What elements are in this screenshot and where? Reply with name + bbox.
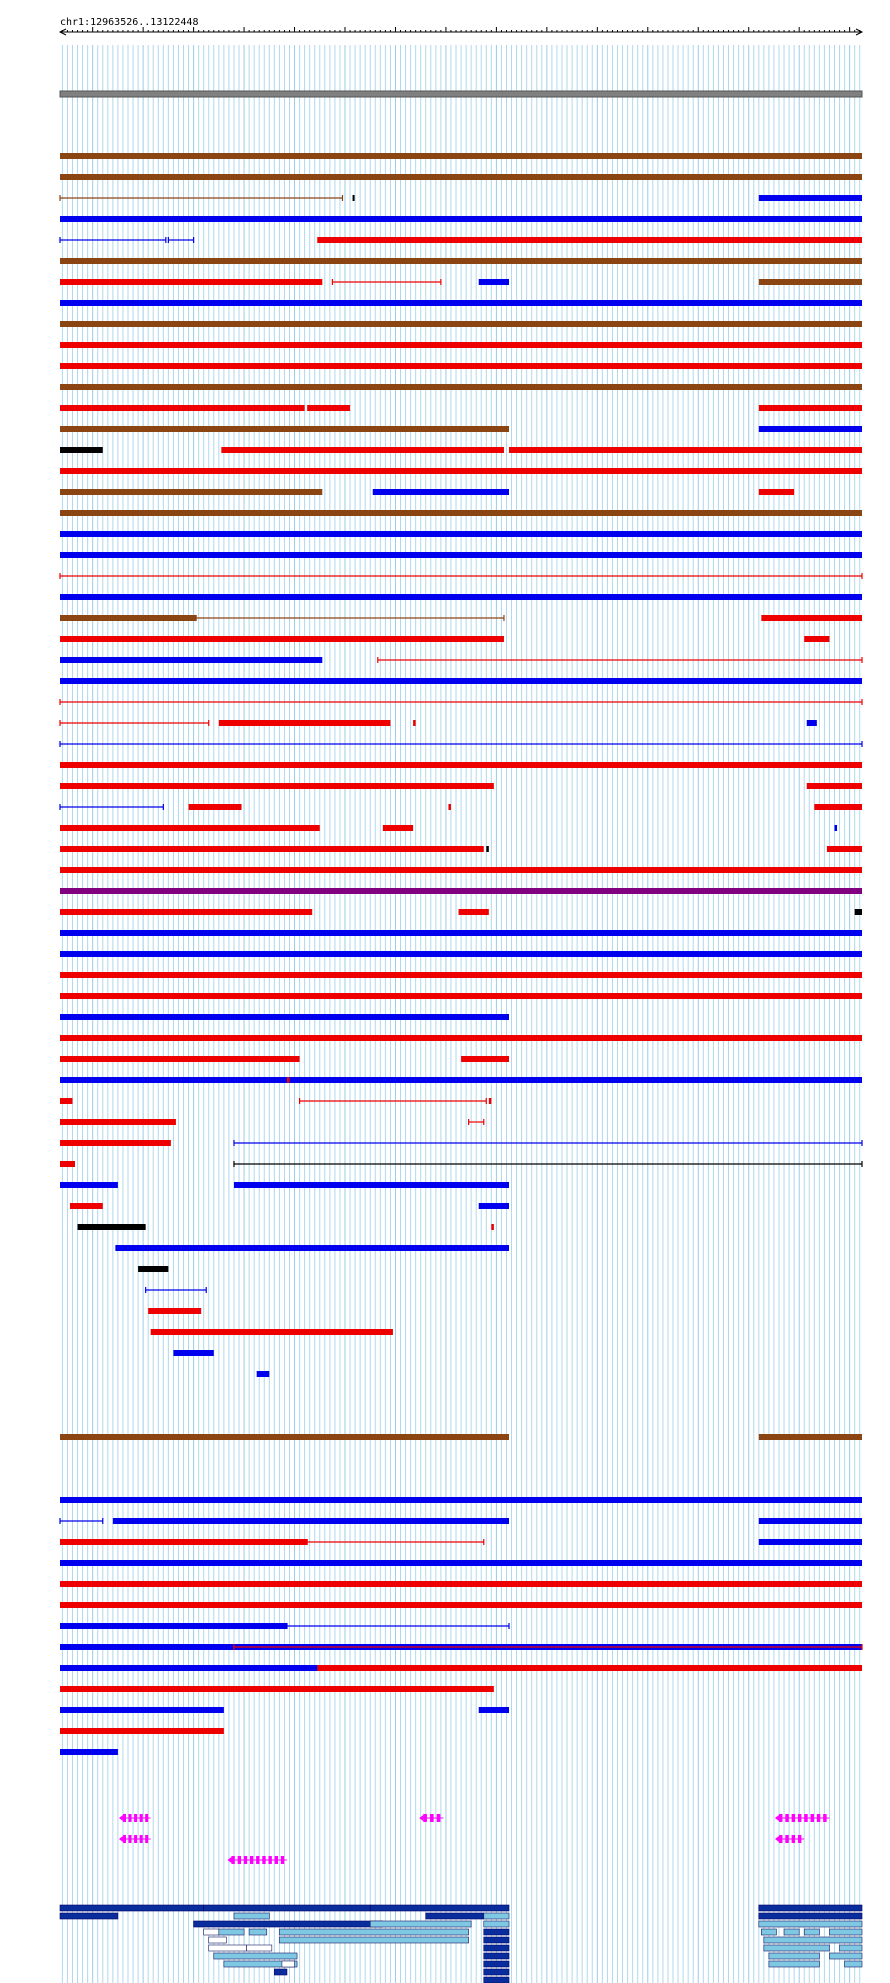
variant-bar [804, 636, 829, 642]
segdup-block [274, 1969, 287, 1975]
variant-bar [60, 783, 494, 789]
variant-bar [78, 1224, 146, 1230]
variant-bar [60, 153, 862, 159]
gene-exon [437, 1814, 441, 1822]
variant-bar [60, 762, 862, 768]
gene-exon [785, 1835, 788, 1843]
gene-strand-arrow-icon [119, 1815, 123, 1821]
variant-bar [60, 930, 862, 936]
segdup-block [764, 1945, 830, 1951]
variant-bar [60, 1560, 862, 1566]
cyto-band [60, 91, 862, 97]
variant-bar [461, 1056, 509, 1062]
variant-bar [60, 510, 862, 516]
variant-bar [373, 489, 509, 495]
segdup-block [759, 1905, 862, 1911]
segdup-block [761, 1929, 776, 1935]
segdup-block [209, 1937, 227, 1943]
segdup-block [279, 1929, 468, 1935]
variant-bar [479, 279, 509, 285]
segdup-block [764, 1937, 862, 1943]
variant-bar [60, 1602, 862, 1608]
variant-bar [353, 195, 355, 201]
gene-exon [811, 1814, 814, 1822]
variant-bar [855, 909, 862, 915]
variant-bar [317, 237, 862, 243]
variant-bar [60, 258, 862, 264]
segdup-block [769, 1953, 819, 1959]
segdup-block [426, 1913, 484, 1919]
segdup-block [194, 1921, 383, 1927]
gene-exon [779, 1835, 782, 1843]
variant-bar [479, 1203, 509, 1209]
variant-bar [759, 279, 862, 285]
variant-bar [60, 363, 862, 369]
variant-bar [60, 1182, 118, 1188]
gene-exon [134, 1814, 137, 1822]
gene-exon [123, 1835, 126, 1843]
variant-bar [60, 1035, 862, 1041]
gene-exon [140, 1835, 143, 1843]
variant-bar [60, 909, 312, 915]
variant-bar [60, 1161, 75, 1167]
variant-bar [113, 1518, 509, 1524]
variant-bar [60, 1728, 224, 1734]
variant-bar [60, 1539, 307, 1545]
gene-exon [244, 1856, 247, 1864]
variant-bar [759, 426, 862, 432]
variant-bar [60, 1056, 300, 1062]
segdup-block [845, 1961, 862, 1967]
variant-bar [287, 1077, 290, 1083]
gene-exon [145, 1835, 148, 1843]
variant-bar [60, 447, 103, 453]
variant-bar [759, 1539, 862, 1545]
variant-bar [60, 321, 862, 327]
variant-bar [413, 720, 416, 726]
segdup-block [759, 1913, 862, 1919]
gene-exon [779, 1814, 782, 1822]
gene-strand-arrow-icon [775, 1815, 779, 1821]
gene-exon [256, 1856, 259, 1864]
variant-bar [115, 1245, 509, 1251]
variant-bar [60, 1434, 509, 1440]
track-cyto [60, 91, 862, 97]
segdup-block [279, 1937, 468, 1943]
variant-bar [60, 636, 504, 642]
gene-exon [804, 1814, 807, 1822]
variant-bar [60, 489, 322, 495]
gene-exon [823, 1814, 826, 1822]
gene-exon [792, 1835, 795, 1843]
segdup-block [840, 1945, 862, 1951]
variant-bar [151, 1329, 393, 1335]
segdup-block [219, 1929, 244, 1935]
variant-bar [307, 405, 350, 411]
variant-bar [60, 615, 196, 621]
segdup-block [484, 1969, 509, 1975]
variant-bar [60, 1581, 862, 1587]
variant-bar [827, 846, 862, 852]
segdup-block [759, 1921, 862, 1927]
gene-exon [430, 1814, 434, 1822]
variant-bar [835, 825, 838, 831]
variant-bar [759, 489, 794, 495]
variant-bar [219, 720, 391, 726]
variant-bar [60, 426, 509, 432]
segdup-block [484, 1945, 509, 1951]
segdup-block [784, 1929, 799, 1935]
gene-exon [792, 1814, 795, 1822]
segdup-block [829, 1953, 862, 1959]
gene-exon [238, 1856, 241, 1864]
variant-bar [257, 1371, 270, 1377]
gene-exon [423, 1814, 427, 1822]
variant-bar [383, 825, 413, 831]
segdup-block [484, 1937, 509, 1943]
segdup-block [204, 1929, 219, 1935]
variant-bar [60, 1707, 224, 1713]
variant-bar [759, 1518, 862, 1524]
variant-bar [60, 468, 862, 474]
gene-exon [129, 1835, 132, 1843]
variant-bar [60, 1497, 862, 1503]
variant-bar [221, 447, 504, 453]
gene-exon [134, 1835, 137, 1843]
segdup-block [60, 1905, 204, 1911]
gene-exon [129, 1814, 132, 1822]
variant-bar [759, 195, 862, 201]
variant-bar [60, 1014, 509, 1020]
variant-bar [509, 447, 862, 453]
gene-strand-arrow-icon [419, 1815, 423, 1821]
variant-bar [60, 888, 862, 894]
position-ruler [60, 17, 862, 35]
segdup-block [249, 1929, 267, 1935]
gene-exon [262, 1856, 265, 1864]
variant-bar [807, 720, 817, 726]
variant-bar [60, 1098, 72, 1104]
gene-strand-arrow-icon [119, 1836, 123, 1842]
variant-bar [60, 216, 862, 222]
gene-exon [268, 1856, 271, 1864]
variant-bar [807, 783, 862, 789]
gene-exon [817, 1814, 820, 1822]
variant-bar [60, 384, 862, 390]
variant-bar [60, 972, 862, 978]
variant-bar [479, 1707, 509, 1713]
variant-bar [189, 804, 242, 810]
gene-exon [281, 1856, 284, 1864]
segdup-block [370, 1905, 509, 1911]
variant-bar [70, 1203, 103, 1209]
variant-bar [60, 678, 862, 684]
segdup-block [234, 1913, 269, 1919]
segdup-block [484, 1921, 509, 1927]
variant-bar [60, 342, 862, 348]
variant-bar [234, 1182, 509, 1188]
variant-bar [138, 1266, 168, 1272]
variant-bar [60, 846, 484, 852]
variant-bar [486, 846, 489, 852]
segdup-block [484, 1977, 509, 1983]
gene-exon [145, 1814, 148, 1822]
variant-bar [60, 1077, 862, 1083]
variant-bar [60, 1749, 118, 1755]
variant-bar [759, 405, 862, 411]
segdup-block [804, 1929, 819, 1935]
segdup-block [370, 1921, 471, 1927]
variant-bar [60, 825, 320, 831]
variant-bar [60, 657, 322, 663]
segdup-block [247, 1945, 272, 1951]
variant-bar [60, 405, 305, 411]
segdup-block [209, 1945, 247, 1951]
variant-bar [759, 1434, 862, 1440]
segdup-block [214, 1953, 297, 1959]
segdup-block [769, 1961, 819, 1967]
gene-exon [798, 1814, 801, 1822]
gene-exon [123, 1814, 126, 1822]
gene-exon [231, 1856, 234, 1864]
segdup-block [484, 1913, 509, 1919]
segdup-block [282, 1961, 295, 1967]
variant-bar [60, 531, 862, 537]
variant-bar [761, 615, 862, 621]
gene-exon [785, 1814, 788, 1822]
variant-bar [60, 1686, 494, 1692]
segdup-block [484, 1953, 509, 1959]
gene-strand-arrow-icon [775, 1836, 779, 1842]
variant-bar [489, 1098, 492, 1104]
gene-strand-arrow-icon [227, 1857, 231, 1863]
variant-bar [317, 1665, 862, 1671]
variant-bar [60, 279, 322, 285]
gene-exon [250, 1856, 253, 1864]
gene-exon [798, 1835, 801, 1843]
segdup-block [829, 1929, 862, 1935]
segdup-block [484, 1961, 509, 1967]
variant-bar [814, 804, 862, 810]
segdup-block [484, 1929, 509, 1935]
variant-bar [60, 1119, 176, 1125]
variant-bar [148, 1308, 201, 1314]
variant-bar [60, 1140, 171, 1146]
gene-exon [140, 1814, 143, 1822]
gene-exon [275, 1856, 278, 1864]
variant-bar [60, 867, 862, 873]
position-label: chr1:12963526..13122448 [60, 17, 199, 28]
track-nrg [60, 1434, 862, 1440]
variant-bar [60, 1623, 287, 1629]
variant-bar [60, 594, 862, 600]
variant-bar [459, 909, 489, 915]
track-refseq [119, 1814, 830, 1864]
segdup-block [60, 1913, 118, 1919]
variant-bar [489, 1035, 492, 1041]
variant-bar [173, 1350, 213, 1356]
variant-bar [60, 174, 862, 180]
variant-bar [448, 804, 451, 810]
variant-bar [491, 1224, 494, 1230]
variant-bar [60, 300, 862, 306]
variant-bar [60, 993, 862, 999]
variant-bar [60, 951, 862, 957]
variant-bar [60, 552, 862, 558]
segdup-block [204, 1905, 371, 1911]
